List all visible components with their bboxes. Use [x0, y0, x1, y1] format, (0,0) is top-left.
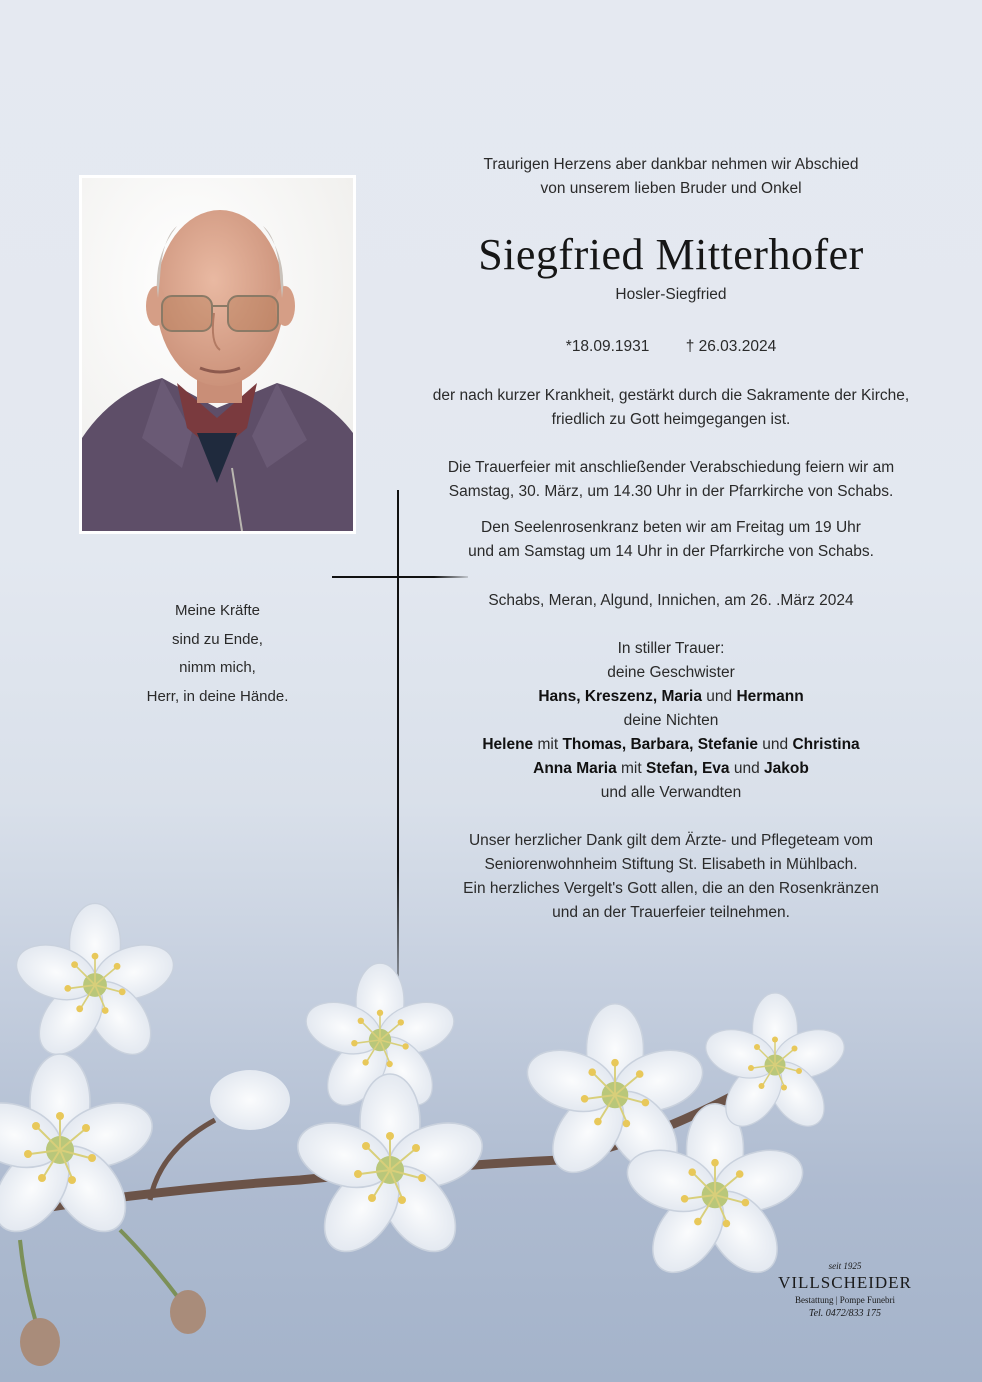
- undertaker-logo: [770, 1260, 920, 1322]
- text-line: Unser herzlicher Dank gilt dem Ärzte- und Pflegeteam vom: [468, 832, 874, 849]
- funeral-paragraph: [400, 456, 942, 504]
- poem-line: nimm mich,: [179, 659, 256, 676]
- conjunction: mit: [533, 736, 563, 753]
- text-line: Die Trauerfeier mit anschließender Verabschiedung feiern wir am: [447, 459, 895, 476]
- logo-subtitle: Bestattung | Pompe Funebri: [794, 1295, 896, 1305]
- text-line: Samstag, 30. März, um 14.30 Uhr in der Pfarrkirche von Schabs.: [448, 483, 894, 500]
- deceased-nickname: Hosler-Siegfried: [615, 286, 727, 303]
- family-names: Christina: [792, 736, 860, 753]
- poem: [100, 597, 335, 711]
- family-names: Jakob: [764, 760, 809, 777]
- siblings-label: deine Geschwister: [607, 664, 735, 681]
- portrait-photo: [82, 178, 353, 531]
- poem-line: Meine Kräfte: [174, 602, 261, 619]
- text-line: Ein herzliches Vergelt's Gott allen, die an den Rosenkränzen: [463, 880, 879, 897]
- cross-horizontal-beam: [332, 576, 468, 578]
- text-line: und am Samstag um 14 Uhr in der Pfarrkirche von Schabs.: [468, 543, 874, 560]
- poem-line: Herr, in deine Hände.: [146, 687, 289, 705]
- text-line: Den Seelenrosenkranz beten wir am Freitag um 19 Uhr: [481, 519, 861, 536]
- place-date: [400, 589, 942, 613]
- relatives-text: und alle Verwandten: [600, 784, 742, 801]
- conjunction: und: [729, 760, 765, 777]
- nieces-line: [400, 757, 942, 781]
- siblings-names-a: Hans, Kreszenz, Maria: [538, 688, 702, 705]
- text-line: der nach kurzer Krankheit, gestärkt durch die Sakramente der Kirche,: [432, 387, 910, 404]
- niece-name: Anna Maria: [533, 760, 617, 777]
- logo-name: VILLSCHEIDER: [778, 1273, 912, 1292]
- conjunction: und: [702, 688, 737, 705]
- intro-line: Traurigen Herzens aber dankbar nehmen wir Abschied: [483, 156, 859, 173]
- nieces-label: deine Nichten: [623, 712, 719, 729]
- place-date-text: Schabs, Meran, Algund, Innichen, am 26. .März 2024: [488, 592, 854, 609]
- intro-text: [400, 153, 942, 201]
- mourners-heading: In stiller Trauer:: [617, 640, 725, 657]
- conjunction: mit: [616, 760, 646, 777]
- life-dates: [400, 338, 942, 356]
- family-names: Thomas, Barbara, Stefanie: [562, 736, 758, 753]
- logo-phone: Tel. 0472/833 175: [808, 1308, 882, 1319]
- conjunction: und: [758, 736, 793, 753]
- text-line: Seniorenwohnheim Stiftung St. Elisabeth in Mühlbach.: [484, 856, 858, 873]
- niece-name: Helene: [482, 736, 534, 753]
- birth-date: *18.09.1931: [565, 338, 650, 355]
- poem-line: sind zu Ende,: [172, 630, 263, 648]
- text-line: friedlich zu Gott heimgegangen ist.: [551, 411, 791, 428]
- mourners-block: [400, 637, 942, 805]
- text-line: und an der Trauerfeier teilnehmen.: [552, 904, 790, 921]
- family-names: Stefan, Eva: [645, 760, 730, 777]
- siblings-names: [400, 685, 942, 709]
- death-notice-paragraph: [400, 384, 942, 432]
- siblings-names-b: Hermann: [736, 688, 804, 705]
- logo-since: seit 1925: [828, 1261, 862, 1271]
- portrait-frame: [79, 175, 356, 534]
- nieces-line: [400, 733, 942, 757]
- deceased-name: Siegfried Mitterhofer: [478, 230, 864, 279]
- death-date: † 26.03.2024: [685, 338, 777, 355]
- intro-line: von unserem lieben Bruder und Onkel: [540, 180, 802, 197]
- rosary-paragraph: [400, 516, 942, 564]
